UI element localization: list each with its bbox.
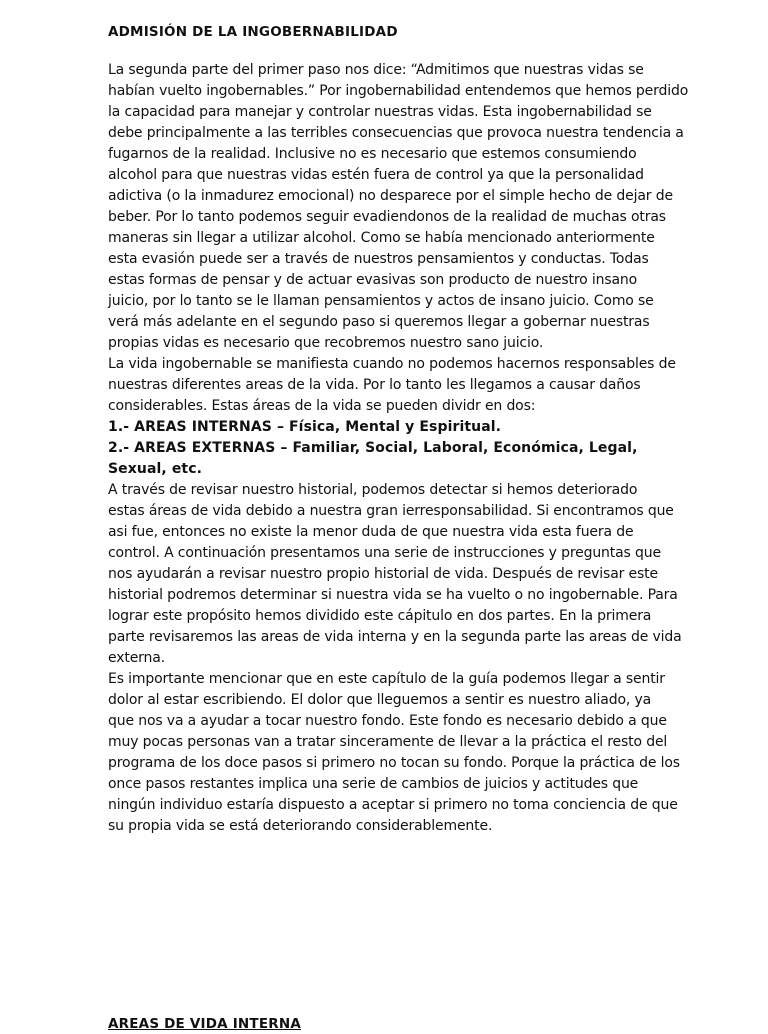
document-body — [108, 60, 688, 837]
text-line: maneras sin llegar a utilizar alcohol. Como se había mencionado anteriormente — [108, 230, 655, 246]
text-line: programa de los doce pasos si primero no tocan su fondo. Porque la práctica de los — [108, 755, 680, 771]
text-line: nuestras diferentes areas de la vida. Por lo tanto les llegamos a causar daños — [108, 377, 641, 393]
text-line: dolor al estar escribiendo. El dolor que lleguemos a sentir es nuestro aliado, ya — [108, 692, 652, 708]
text-line: control. A continuación presentamos una serie de instrucciones y preguntas que — [108, 545, 661, 561]
text-line: estas áreas de vida debido a nuestra gran ierresponsabilidad. Si encontramos que — [108, 503, 674, 519]
text-line: asi fue, entonces no existe la menor duda de que nuestra vida esta fuera de — [108, 524, 634, 540]
text-line: beber. Por lo tanto podemos seguir evadiendonos de la realidad de muchas otras — [108, 209, 666, 225]
text-line: la capacidad para manejar y controlar nuestras vidas. Esta ingobernabilidad se — [108, 104, 652, 120]
document-title: ADMISIÓN DE LA INGOBERNABILIDAD — [108, 24, 398, 40]
text-line: que nos va a ayudar a tocar nuestro fondo. Este fondo es necesario debido a que — [108, 713, 667, 729]
text-line: alcohol para que nuestras vidas estén fuera de control ya que la personalidad — [108, 167, 644, 183]
text-line: esta evasión puede ser a través de nuestros pensamientos y conductas. Todas — [108, 251, 649, 267]
text-line: A través de revisar nuestro historial, podemos detectar si hemos deteriorado — [108, 482, 638, 498]
next-section-title: AREAS DE VIDA INTERNA — [108, 1016, 301, 1032]
text-line: historial podremos determinar si nuestra vida se ha vuelto o no ingobernable. Para — [108, 587, 678, 603]
text-line: habían vuelto ingobernables.” Por ingobernabilidad entendemos que hemos perdido — [108, 83, 689, 99]
bold-text-line: 2.- AREAS EXTERNAS – Familiar, Social, Laboral, Económica, Legal, — [108, 440, 638, 456]
bold-text-line: Sexual, etc. — [108, 461, 203, 477]
text-line: considerables. Estas áreas de la vida se pueden dividr en dos: — [108, 398, 536, 414]
text-line: estas formas de pensar y de actuar evasivas son producto de nuestro insano — [108, 272, 638, 288]
text-line: propias vidas es necesario que recobremos nuestro sano juicio. — [108, 335, 544, 351]
text-line: adictiva (o la inmadurez emocional) no desparece por el simple hecho de dejar de — [108, 188, 673, 204]
text-line: externa. — [108, 650, 165, 666]
text-line: juicio, por lo tanto se le llaman pensamientos y actos de insano juicio. Como se — [108, 293, 654, 309]
text-line: La segunda parte del primer paso nos dice: “Admitimos que nuestras vidas se — [108, 62, 644, 78]
document-page — [108, 18, 688, 837]
text-line: nos ayudarán a revisar nuestro propio historial de vida. Después de revisar este — [108, 566, 658, 582]
text-line: su propia vida se está deteriorando considerablemente. — [108, 818, 493, 834]
text-line: debe principalmente a las terribles consecuencias que provoca nuestra tendencia a — [108, 125, 684, 141]
bold-text-line: 1.- AREAS INTERNAS – Física, Mental y Espiritual. — [108, 419, 502, 435]
text-line: ningún individuo estaría dispuesto a aceptar si primero no toma conciencia de que — [108, 797, 678, 813]
text-line: Es importante mencionar que en este capítulo de la guía podemos llegar a sentir — [108, 671, 665, 687]
text-line: verá más adelante en el segundo paso si queremos llegar a gobernar nuestras — [108, 314, 650, 330]
text-line: once pasos restantes implica una serie de cambios de juicios y actitudes que — [108, 776, 639, 792]
text-line: La vida ingobernable se manifiesta cuando no podemos hacernos responsables de — [108, 356, 676, 372]
text-line: fugarnos de la realidad. Inclusive no es necesario que estemos consumiendo — [108, 146, 637, 162]
text-line: muy pocas personas van a tratar sinceramente de llevar a la práctica el resto del — [108, 734, 668, 750]
text-line: parte revisaremos las areas de vida interna y en la segunda parte las areas de vida — [108, 629, 682, 645]
text-line: lograr este propósito hemos dividido este cápitulo en dos partes. En la primera — [108, 608, 652, 624]
